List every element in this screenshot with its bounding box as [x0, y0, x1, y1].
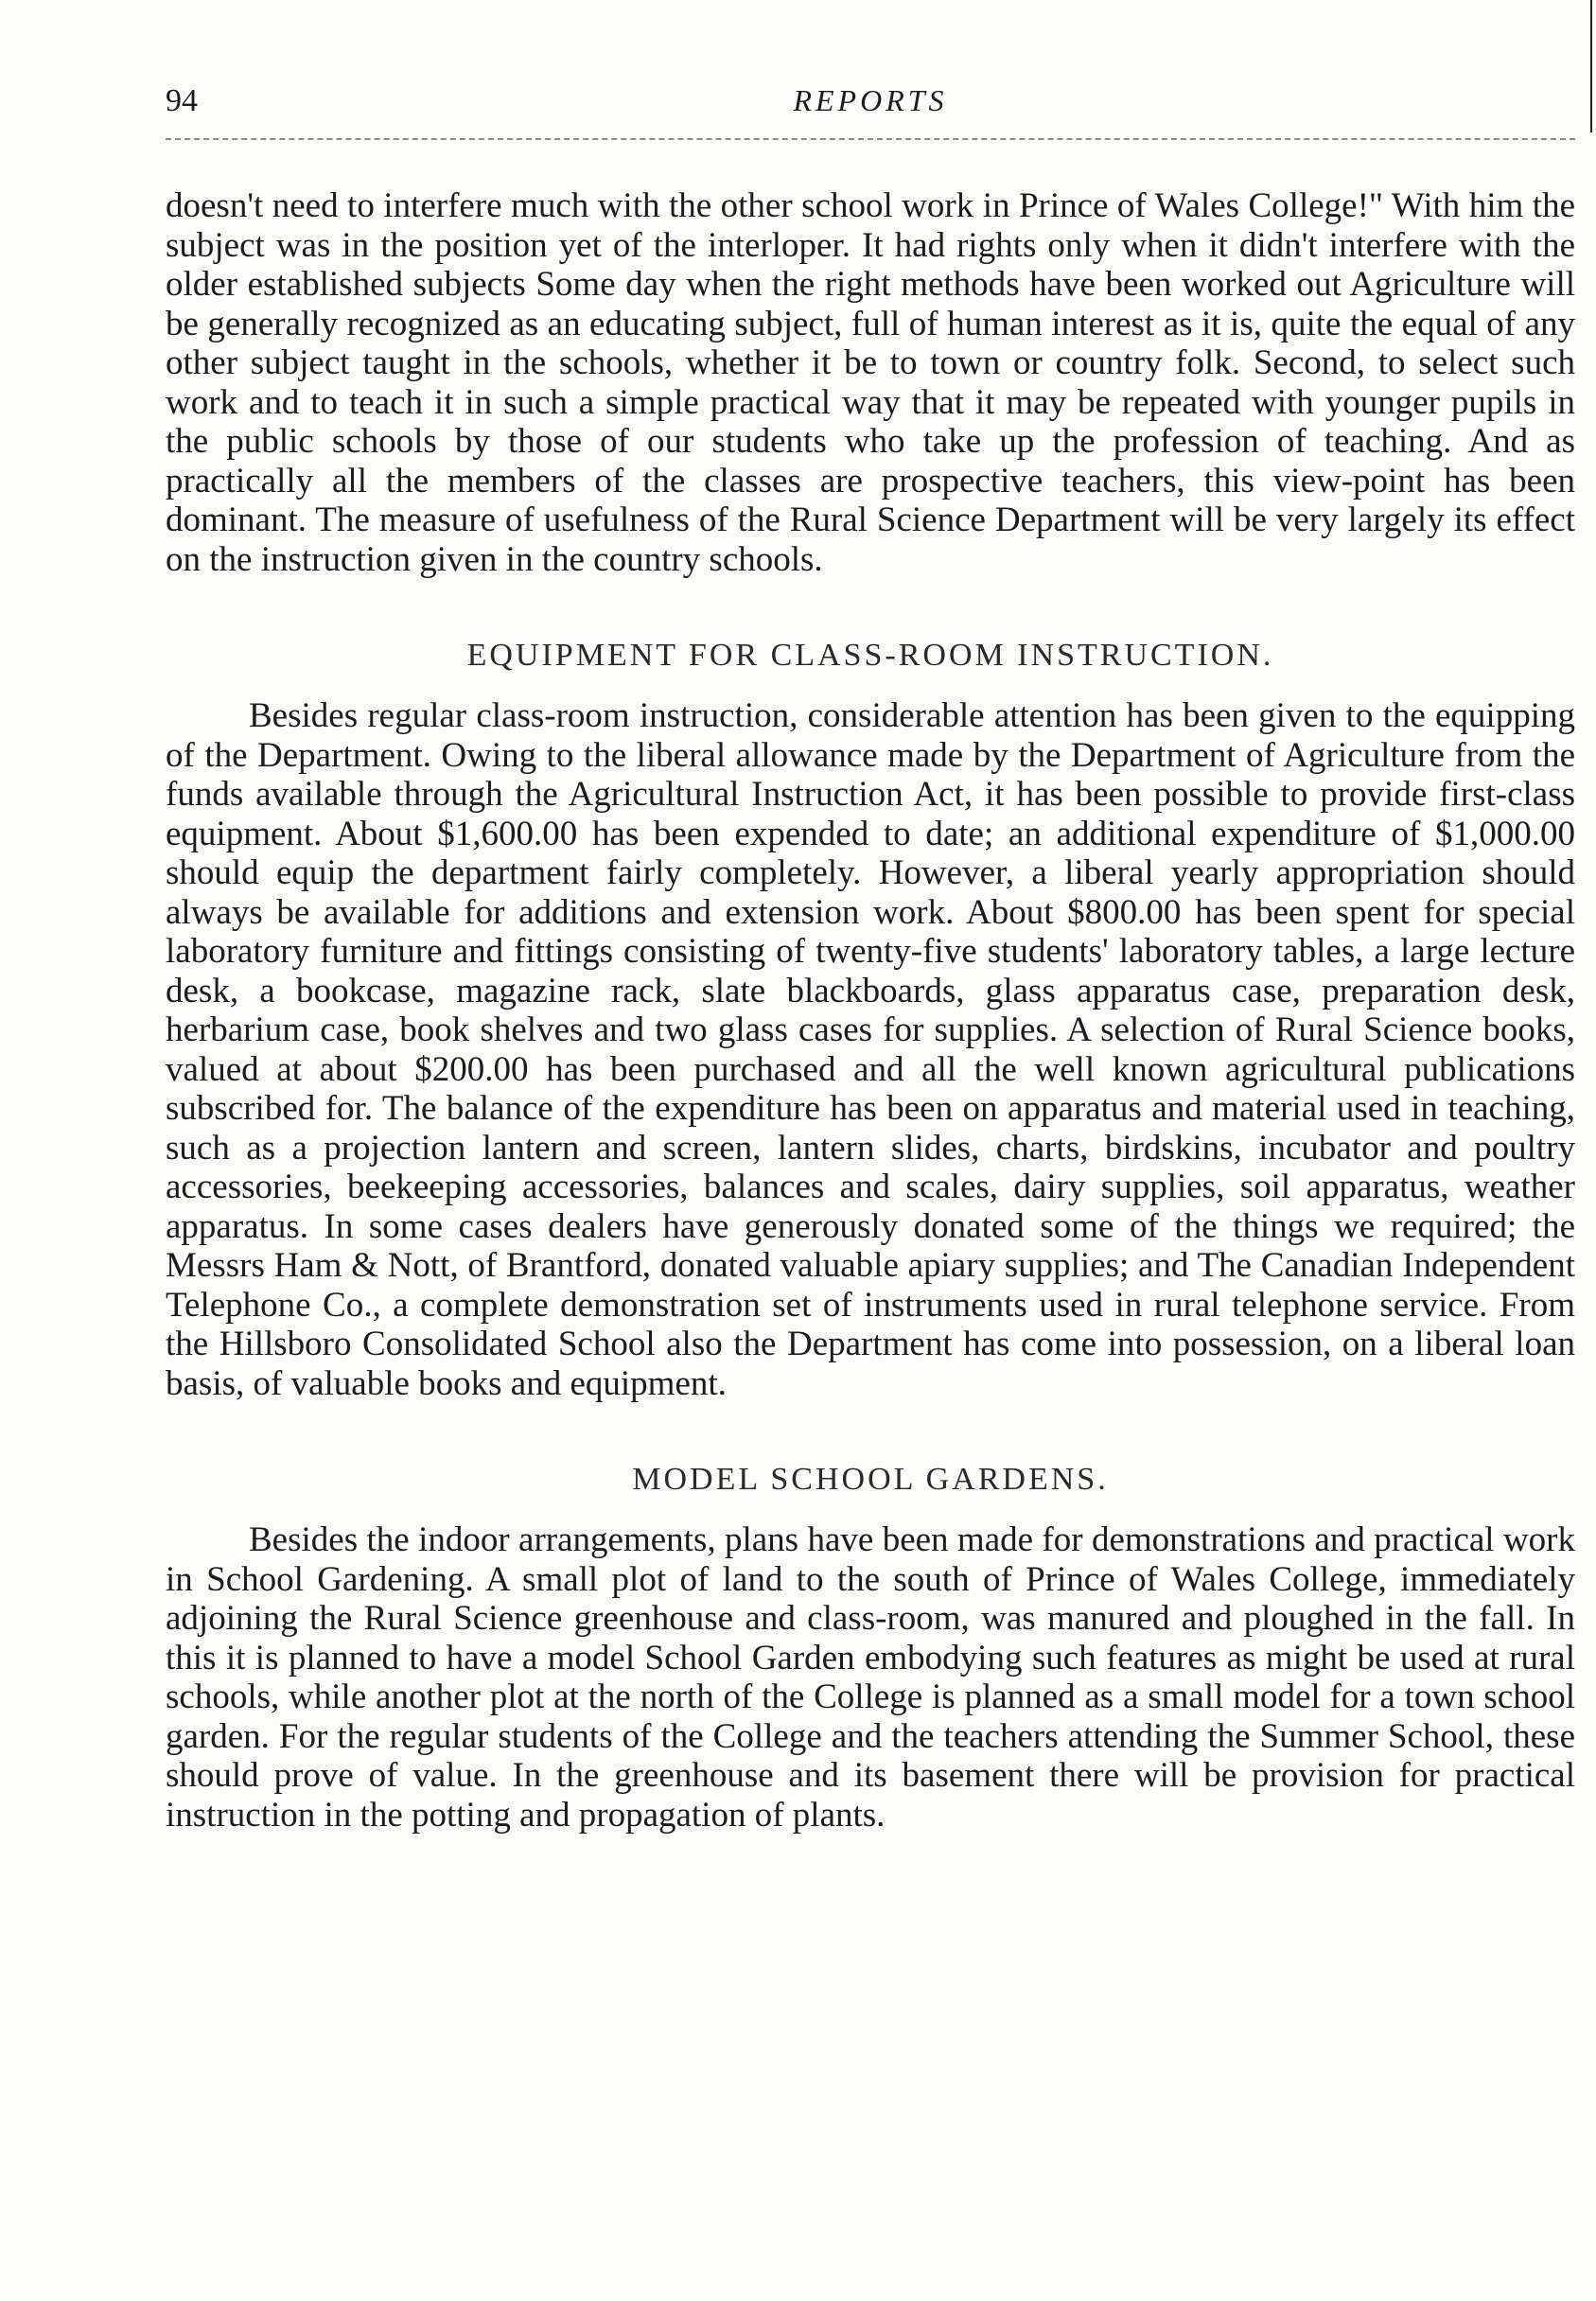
page-number: 94 — [166, 83, 198, 118]
gardens-paragraph: Besides the indoor arrangements, plans have been made for demonstrations and practical work in School Gardening. A small plot of land to the south of Prince of Wales College, immediately adjoining the Rural Science greenhouse and class-room, was manured and ploughed in the fall. In this it is planned to have a model School Garden embodying such features as might be used at rural schools, while another plot at the north of the College is planned as a small model for a town school garden. For the regular students of the College and the teachers attending the Summer School, these should prove of value. In the greenhouse and its basement there will be provision for practical instruction in the potting and propagation of plants. — [166, 1520, 1575, 1835]
page-header — [166, 83, 1575, 140]
page-edge-line — [1590, 0, 1592, 132]
section-heading-gardens: MODEL SCHOOL GARDENS. — [632, 1462, 1109, 1497]
intro-paragraph: doesn't need to interfere much with the other school work in Prince of Wales College!" With him the subject was in the position yet of the interloper. It had rights only when it didn't interfere with the older established subjects Some day when the right methods have been worked out Agriculture will be generally recognized as an educating subject, full of human interest as it is, quite the equal of any other subject taught in the schools, whether it be to town or country folk. Second, to select such work and to teach it in such a simple practical way that it may be repeated with younger pupils in the public schools by those of our students who take up the profession of teaching. And as practically all the members of the classes are prospective teachers, this view-point has been dominant. The measure of usefulness of the Rural Science Department will be very largely its effect on the instruction given in the country schools. — [166, 186, 1575, 579]
equipment-paragraph: Besides regular class-room instruction, considerable attention has been given to the equipping of the Department. Owing to the liberal allowance made by the Department of Agriculture from the funds available through the Agricultural Instruction Act, it has been possible to provide first-class equipment. About $1,600.00 has been expended to date; an additional expenditure of $1,000.00 should equip the department fairly completely. However, a liberal yearly appropriation should always be available for additions and extension work. About $800.00 has been spent for special laboratory furniture and fittings consisting of twenty-five students' laboratory tables, a large lecture desk, a bookcase, magazine rack, slate blackboards, glass apparatus case, preparation desk, herbarium case, book shelves and two glass cases for supplies. A selection of Rural Science books, valued at about $200.00 has been purchased and all the well known agricultural publications subscribed for. The balance of the expenditure has been on apparatus and material used in teaching, such as a projection lantern and screen, lantern slides, charts, birdskins, incubator and poultry accessories, beekeeping accessories, balances and scales, dairy supplies, soil apparatus, weather apparatus. In some cases dealers have generously donated some of the things we required; the Messrs Ham & Nott, of Brantford, donated valuable apiary supplies; and The Canadian Independent Telephone Co., a complete demonstration set of instruments used in rural telephone service. From the Hillsboro Consolidated School also the Department has come into possession, on a liberal loan basis, of valuable books and equipment. — [166, 696, 1575, 1403]
section-heading-equipment: EQUIPMENT FOR CLASS-ROOM INSTRUCTION. — [466, 638, 1274, 673]
page-body — [166, 186, 1575, 1835]
running-head: REPORTS — [793, 83, 948, 117]
header-rule — [166, 138, 1575, 140]
